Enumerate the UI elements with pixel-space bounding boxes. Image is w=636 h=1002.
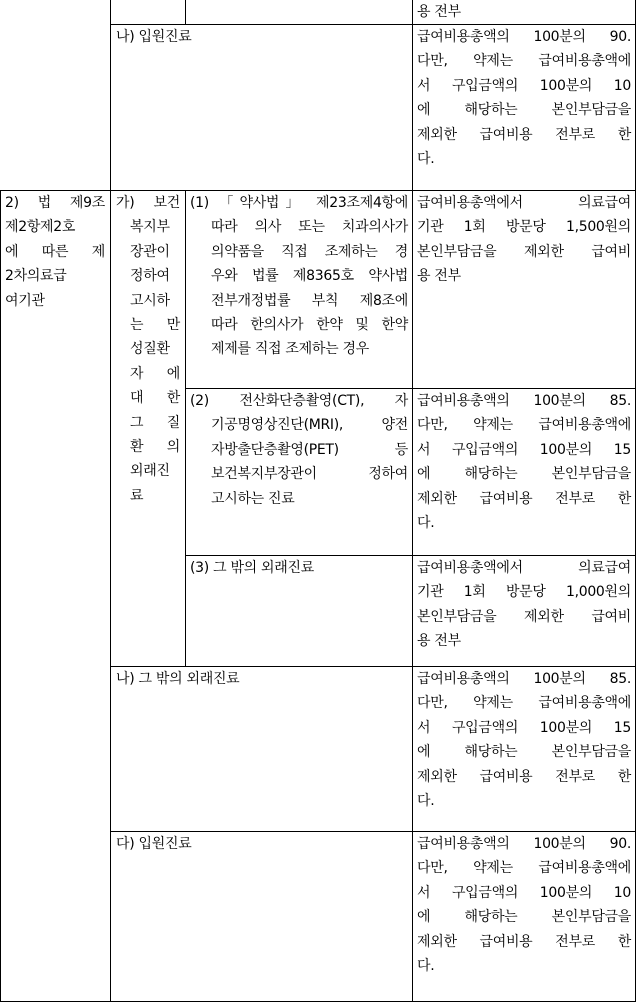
text-line: 2) 법 제9조 [5, 195, 105, 211]
text-line: 가) 보건 [116, 195, 180, 211]
text-line: 우와 법률 제8365호 약사법 [211, 268, 408, 285]
text-line: 다만, 약제는 급여비용총액에 [417, 417, 631, 434]
chronic-disease-outpatient-label [116, 191, 180, 508]
section2-title [5, 191, 105, 313]
top-row-benefit-text [417, 0, 631, 24]
text-line: 다. [417, 514, 435, 531]
text-line: 서 구입금액의 100분의 10 [417, 884, 631, 901]
text-line: 환 의 [130, 438, 180, 455]
inpatient-label [116, 25, 406, 49]
imaging-case [190, 389, 408, 511]
text-line: (3) 그 밖의 외래진료 [190, 560, 314, 576]
text-line: 다. [417, 792, 435, 809]
text-line: 고시하 [130, 292, 170, 309]
text-line: 용 전부 [417, 633, 461, 650]
text-line: 여기관 [5, 292, 45, 309]
text-line: 기공명영상진단(MRI), 양전 [211, 417, 408, 434]
text-line: 서 구입금액의 100분의 15 [417, 719, 631, 736]
text-line: 에 따른 제 [5, 243, 105, 260]
text-line: 다. [417, 150, 435, 167]
text-line: 다만, 약제는 급여비용총액에 [417, 53, 631, 70]
text-line: 다. [417, 957, 435, 974]
text-line: 에 해당하는 본인부담금을 [417, 102, 631, 119]
text-line: 고시하는 진료 [211, 490, 295, 507]
text-line: 에 해당하는 본인부담금을 [417, 466, 631, 483]
divider-col-b [185, 190, 186, 666]
text-line: 제외한 급여비용 전부로 한 [417, 490, 631, 507]
self-dispensing-benefit-text [417, 191, 631, 289]
text-line: 나) 입원진료 [116, 29, 192, 45]
text-line: 다만, 약제는 급여비용총액에 [417, 695, 631, 712]
text-line: 서 구입금액의 100분의 10 [417, 77, 631, 94]
text-line: 급여비용총액의 100분의 90. [417, 29, 631, 45]
other-outpatient-case [190, 556, 408, 580]
general-outpatient-benefit-text [417, 667, 631, 813]
text-line: 따라 한의사가 한약 및 한약 [211, 316, 408, 333]
text-line: 기관 1회 방문당 1,500원의 [417, 219, 631, 236]
text-line: 제외한 급여비용 전부로 한 [417, 768, 631, 785]
text-line: 제제를 직접 조제하는 경우 [211, 341, 369, 358]
text-line: 용 전부 [417, 268, 461, 285]
text-line: 외래진 [130, 463, 170, 480]
text-line: 성질환 [130, 341, 170, 358]
text-line: 기관 1회 방문당 1,000원의 [417, 584, 631, 601]
text-line: 급여비용총액에서 의료급여 [417, 195, 631, 211]
divider-col-b-top [185, 0, 186, 24]
text-line: 용 전부 [417, 4, 461, 20]
divider-col-c [412, 0, 413, 1002]
text-line: (2) 전산화단층촬영(CT), 자 [190, 393, 408, 409]
text-line: 급여비용총액의 100분의 85. [417, 393, 631, 409]
text-line: (1) 「약사법」 제23조제4항에 [190, 195, 408, 211]
text-line: 나) 그 밖의 외래진료 [116, 671, 240, 687]
text-line: 복지부 [130, 219, 170, 236]
text-line: 급여비용총액에서 의료급여 [417, 560, 631, 576]
text-line: 다만, 약제는 급여비용총액에 [417, 860, 631, 877]
text-line: 제외한 급여비용 전부로 한 [417, 933, 631, 950]
text-line: 서 구입금액의 100분의 15 [417, 441, 631, 458]
divider-col-a [110, 0, 111, 1002]
text-line: 자 에 [130, 365, 180, 382]
inpatient-benefit-text [417, 25, 631, 171]
text-line: 제2항제2호 [5, 219, 76, 236]
text-line: 자방출단층촬영(PET) 등 [211, 441, 408, 458]
self-dispensing-case [190, 191, 408, 362]
text-line: 정하여 [130, 268, 170, 285]
border-left [0, 190, 1, 1002]
text-line: 다) 입원진료 [116, 836, 192, 852]
other-outpatient-benefit-text [417, 556, 631, 654]
section2-inpatient-label [116, 832, 406, 856]
imaging-benefit-text [417, 389, 631, 535]
text-line: 는 만 [130, 316, 180, 333]
text-line: 료 [130, 487, 144, 504]
text-line: 그 질 [130, 414, 180, 431]
text-line: 대 한 [130, 390, 180, 407]
text-line: 본인부담금을 제외한 급여비 [417, 608, 631, 625]
text-line: 급여비용총액의 100분의 90. [417, 836, 631, 852]
text-line: 제외한 급여비용 전부로 한 [417, 126, 631, 143]
text-line: 급여비용총액의 100분의 85. [417, 671, 631, 687]
section2-inpatient-benefit-text [417, 832, 631, 978]
text-line: 따라 의사 또는 치과의사가 [211, 219, 408, 236]
text-line: 의약품을 직접 조제하는 경 [211, 243, 408, 260]
text-line: 2차의료급 [5, 268, 67, 285]
text-line: 에 해당하는 본인부담금을 [417, 744, 631, 761]
text-line: 본인부담금을 제외한 급여비 [417, 243, 631, 260]
text-line: 에 해당하는 본인부담금을 [417, 909, 631, 926]
text-line: 장관이 [130, 243, 170, 260]
general-outpatient-label [116, 667, 406, 691]
text-line: 보건복지부장관이 정하여 [211, 466, 408, 483]
text-line: 전부개정법률 부칙 제8조에 [211, 292, 408, 309]
